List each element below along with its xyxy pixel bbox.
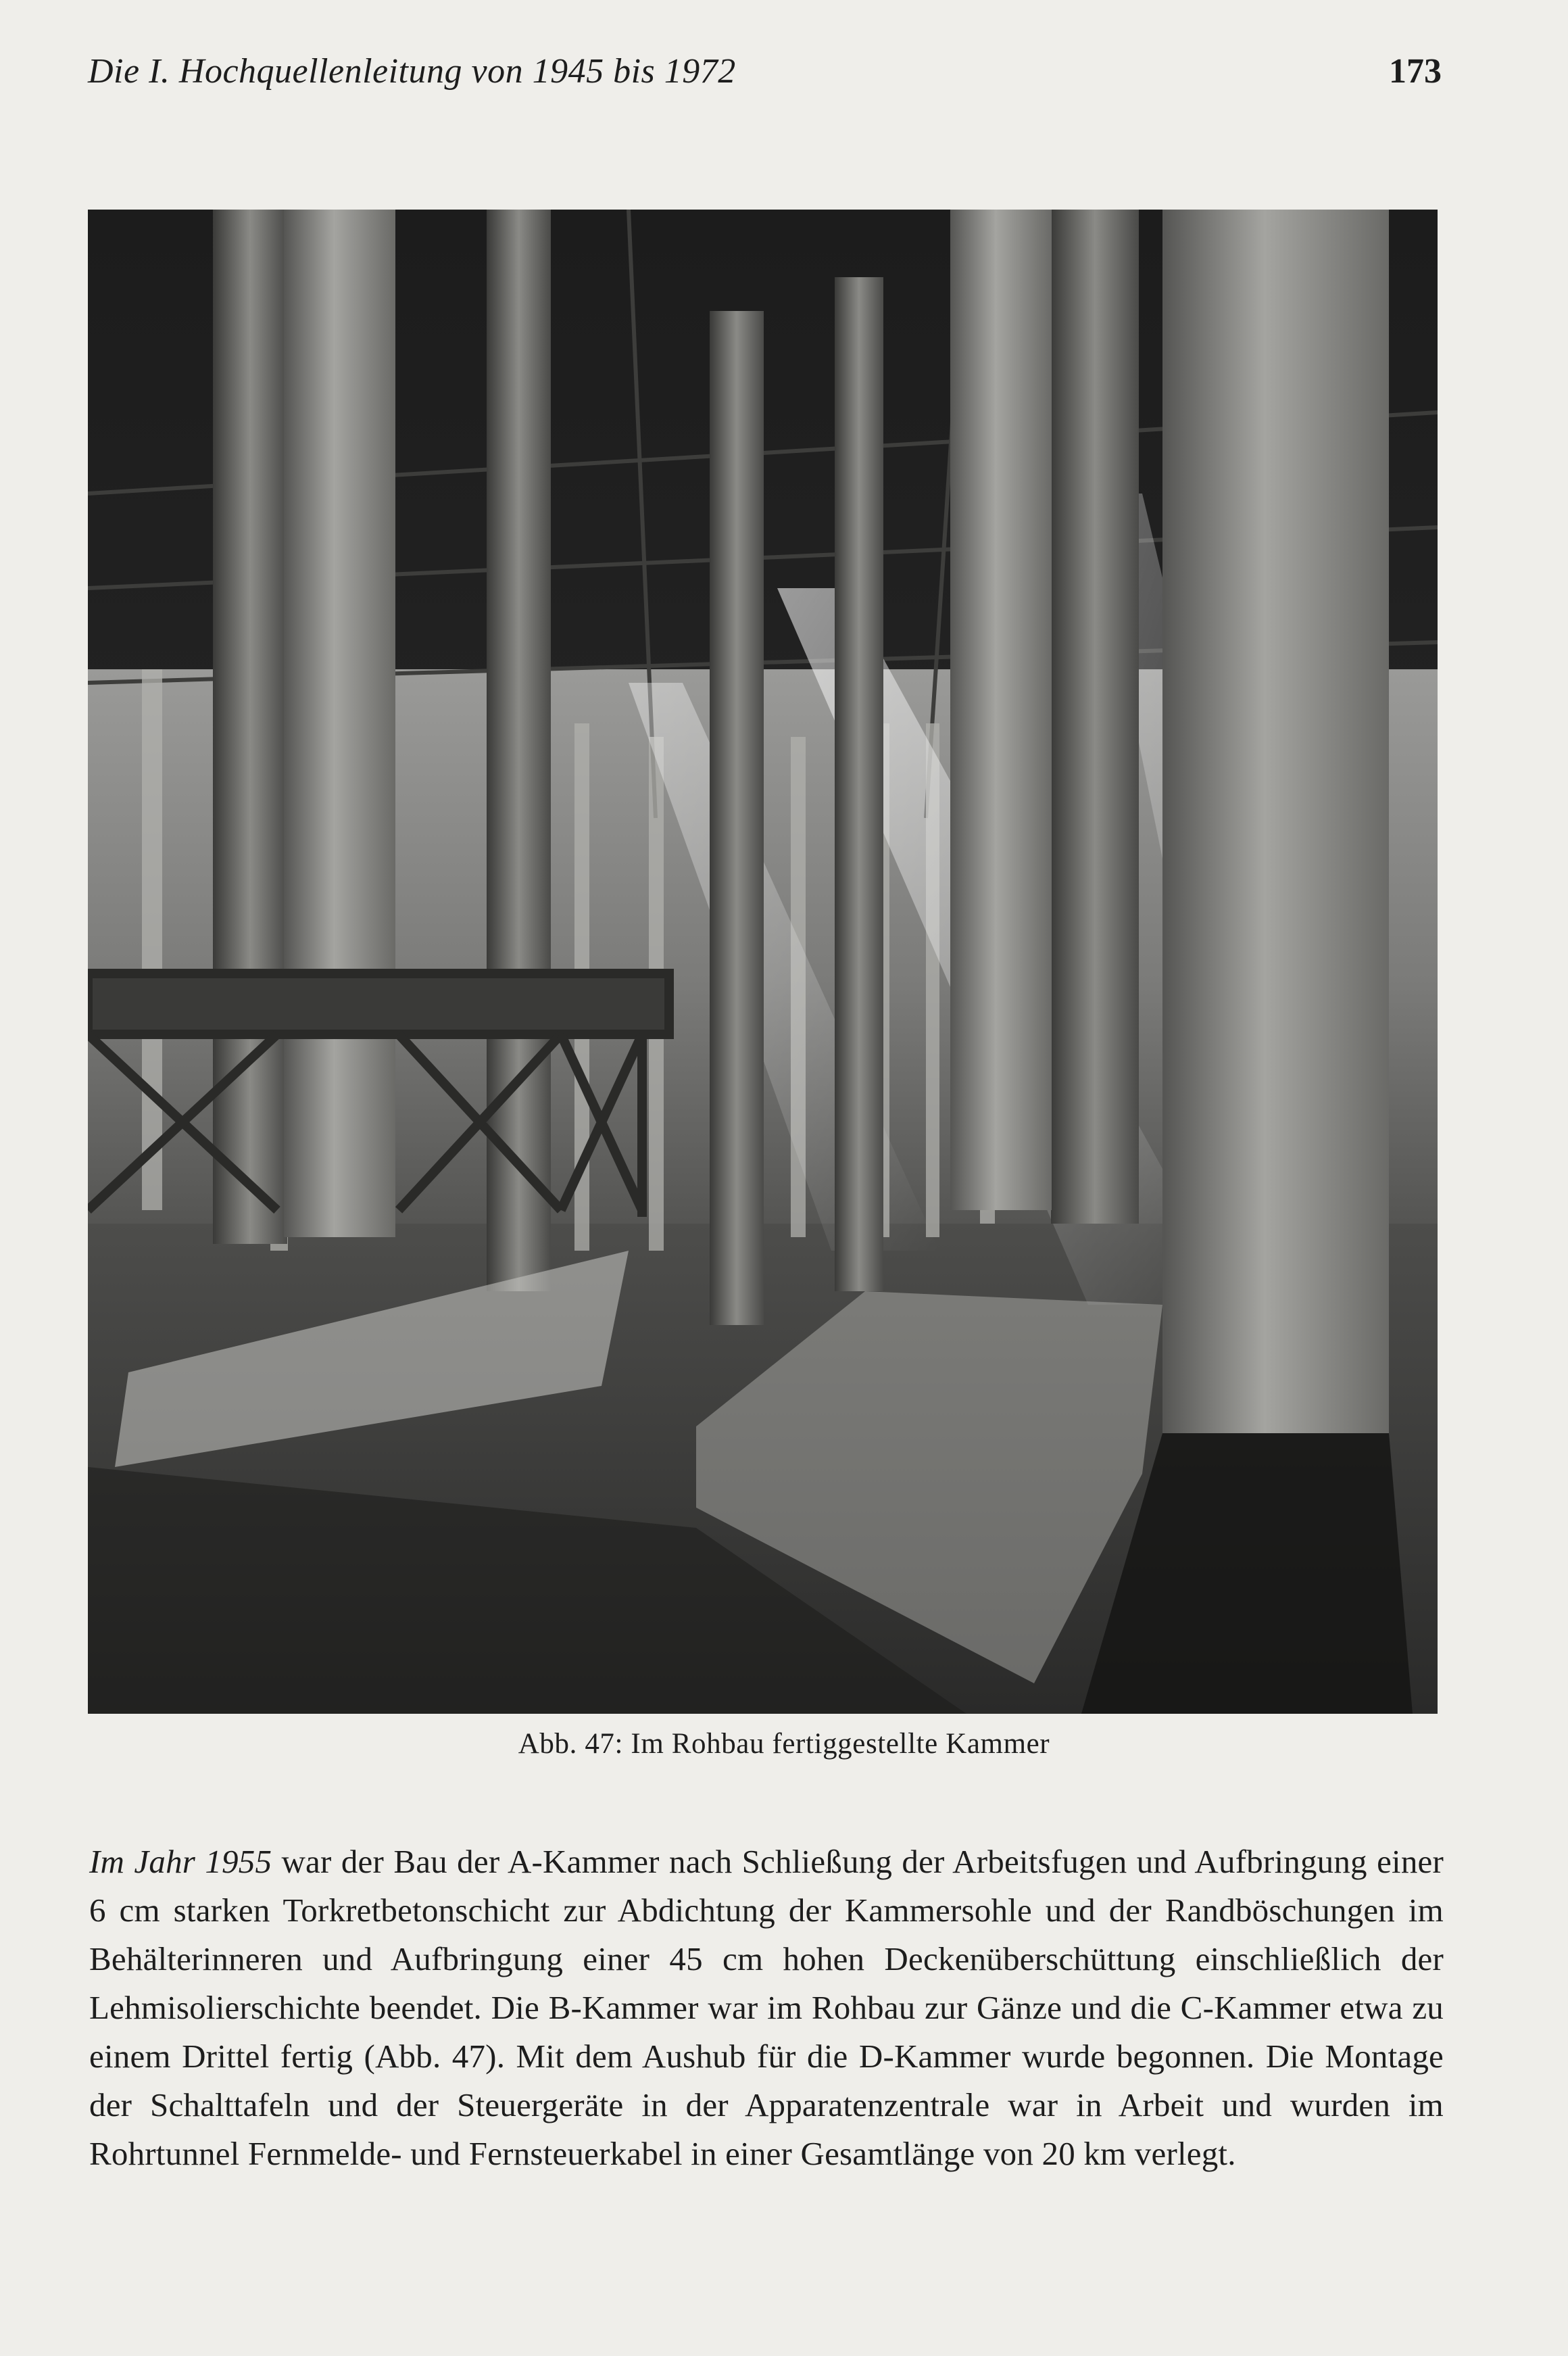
photo-reservoir-chamber: [88, 210, 1438, 1714]
page-number: 173: [1389, 52, 1442, 91]
paragraph-text: war der Bau der A-Kammer nach Schließung der Arbeitsfugen und Aufbringung einer 6 cm starken Torkretbetonschicht zur Abdichtung der Kammersohle und der Randböschungen im Behälterinneren und Aufbringung einer 45 cm hohen Deckenüberschüttung einschließlich der Lehmisolierschichte beendet. Die B-Kammer war im Rohbau zur Gänze und die C-Kammer etwa zu einem Drittel fertig (Abb. 47). Mit dem Aushub für die D-Kammer wurde begonnen. Die Montage der Schalttafeln und der Steuergeräte in der Apparatenzentrale war in Arbeit und wurden im Rohrtunnel Fernmelde- und Fernsteuerkabel in einer Gesamtlänge von 20 km verlegt.: [89, 1843, 1444, 2172]
figure-caption: Abb. 47: Im Rohbau fertiggestellte Kammer: [518, 1728, 1050, 1760]
running-title: Die I. Hochquellenleitung von 1945 bis 1972: [88, 52, 736, 91]
running-head: [88, 51, 1442, 105]
body-paragraph: [89, 1837, 1444, 2178]
paragraph-lead-in: Im Jahr 1955: [89, 1843, 272, 1880]
